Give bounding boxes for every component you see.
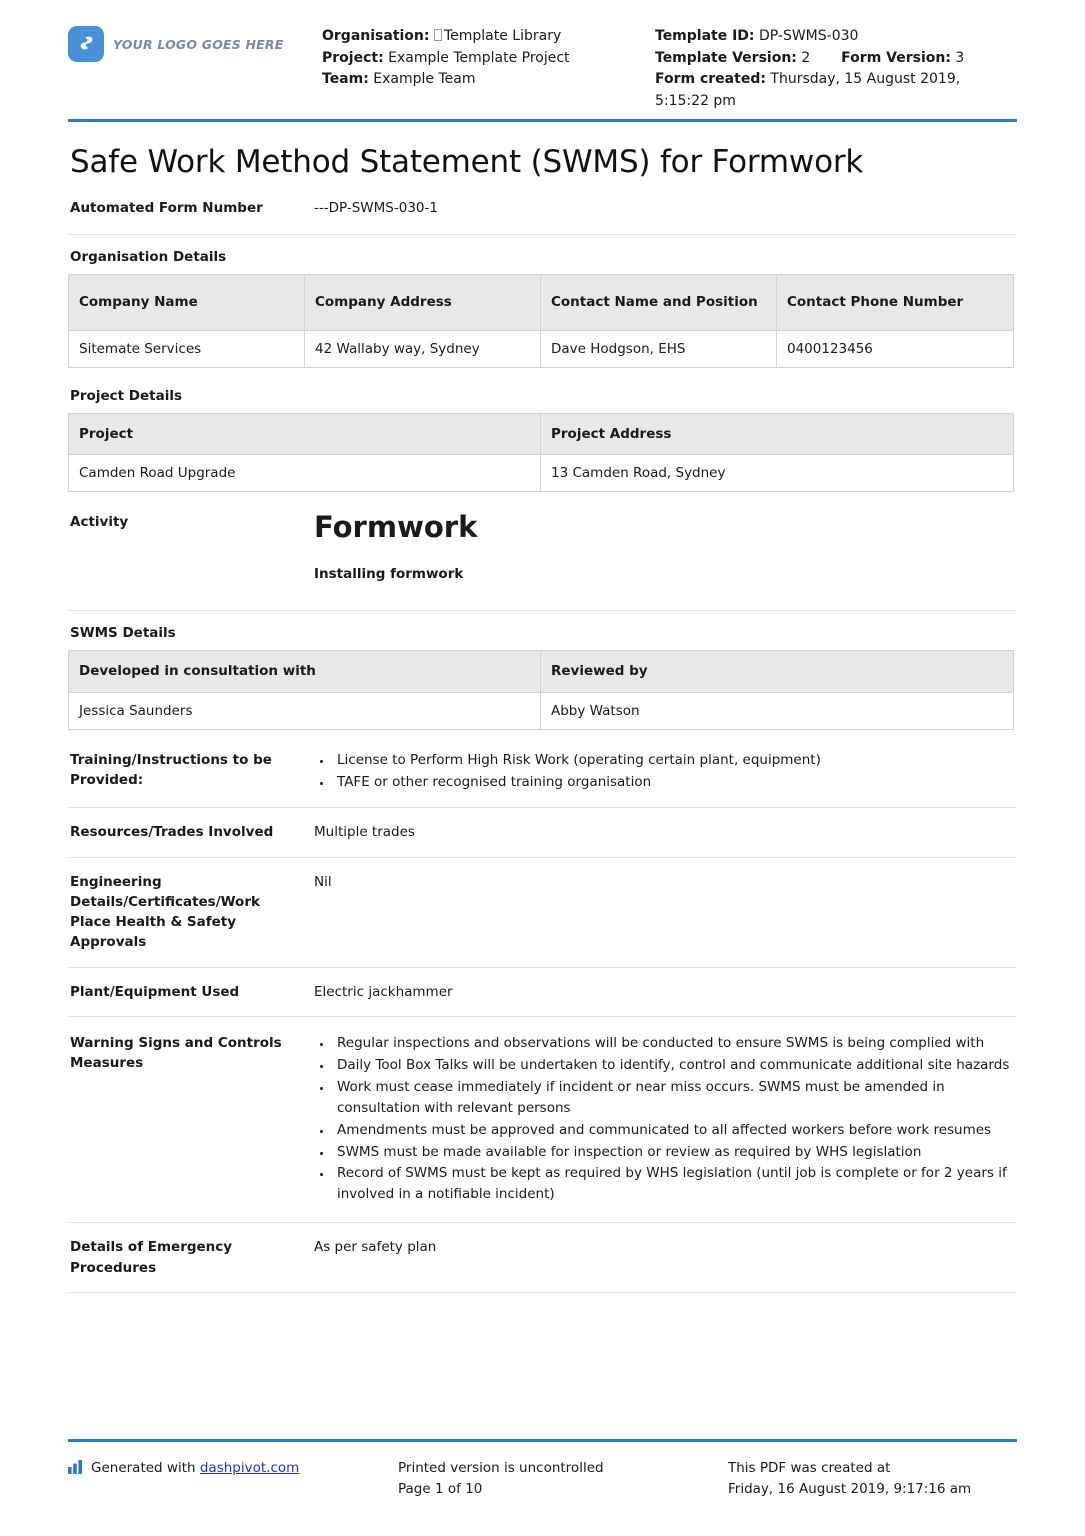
table-cell: Dave Hodgson, EHS	[541, 331, 777, 368]
field-row-warning-signs	[68, 1016, 1017, 1222]
automated-form-number-label: Automated Form Number	[70, 199, 263, 216]
table-cell: Sitemate Services	[69, 331, 305, 368]
table-cell: 42 Wallaby way, Sydney	[305, 331, 541, 368]
template-id-label: Template ID:	[655, 28, 755, 44]
team-value: Example Team	[373, 71, 476, 88]
activity-content	[314, 512, 1017, 584]
header-project-line	[322, 48, 655, 70]
table-cell: Jessica Saunders	[69, 692, 541, 729]
footer-pdf-block	[728, 1458, 1017, 1500]
table-header-cell: Contact Name and Position	[541, 275, 777, 331]
footer-pdf-created-value: Friday, 16 August 2019, 9:17:16 am	[728, 1481, 972, 1498]
project-label: Project:	[322, 49, 384, 66]
project-details-table	[68, 413, 1014, 492]
activity-label: Activity	[70, 514, 129, 531]
header-team-line	[322, 69, 655, 91]
logo-placeholder-text: YOUR LOGO GOES HERE	[113, 36, 284, 52]
header-form-created-line	[655, 69, 1017, 112]
engineering-value: Nil	[314, 873, 332, 890]
table-header-row	[69, 275, 1014, 331]
template-version-label: Template Version:	[655, 49, 797, 66]
organisation-label: Organisation:	[322, 28, 430, 44]
list-item: • TAFE or other recognised training organisation	[333, 772, 1017, 793]
page-title: Safe Work Method Statement (SWMS) for Formwork	[70, 143, 864, 180]
footer-generated-prefix: Generated with	[91, 1460, 196, 1477]
plant-equipment-label: Plant/Equipment Used	[70, 983, 240, 1000]
template-version-value: 2	[801, 49, 811, 66]
header-divider-rule	[68, 119, 1017, 122]
form-version-value: 3	[955, 49, 965, 66]
list-item: • SWMS must be made available for inspection or review as required by WHS legislation	[333, 1142, 1017, 1163]
activity-name: Formwork	[314, 510, 478, 545]
footer-divider-rule	[68, 1439, 1017, 1442]
list-item: • Regular inspections and observations will be conducted to ensure SWMS is being complied with	[333, 1033, 1017, 1054]
project-value: Example Template Project	[388, 49, 570, 66]
resources-value: Multiple trades	[314, 824, 415, 841]
header-template-column	[655, 18, 1017, 113]
document-footer	[68, 1439, 1017, 1500]
section-divider-2	[68, 610, 1017, 611]
company-logo-icon	[68, 26, 104, 62]
list-item: • Daily Tool Box Talks will be undertaken to identify, control and communicate additional site hazards	[333, 1055, 1017, 1076]
field-row-plant-equipment	[68, 967, 1017, 1016]
list-item: • Amendments must be approved and communicated to all affected workers before work resumes	[333, 1120, 1017, 1141]
training-value	[314, 750, 1017, 794]
form-created-label: Form created:	[655, 71, 766, 88]
organisation-details-table	[68, 274, 1014, 368]
table-cell: Camden Road Upgrade	[69, 455, 541, 492]
missing-glyph-icon	[434, 29, 442, 41]
footer-pdf-created-label: This PDF was created at	[728, 1460, 891, 1477]
resources-label: Resources/Trades Involved	[70, 824, 274, 841]
engineering-label: Engineering Details/Certificates/Work Place Health & Safety Approvals	[70, 873, 260, 951]
table-header-cell: Developed in consultation with	[69, 651, 541, 692]
plant-equipment-value: Electric jackhammer	[314, 983, 453, 1000]
bar-chart-icon	[68, 1458, 83, 1481]
table-cell: 0400123456	[777, 331, 1014, 368]
swms-details-table	[68, 650, 1014, 729]
organisation-details-heading: Organisation Details	[70, 249, 227, 265]
swms-details-heading: SWMS Details	[70, 625, 176, 642]
footer-generated-block	[68, 1458, 398, 1500]
field-row-engineering	[68, 857, 1017, 967]
table-row	[69, 455, 1014, 492]
table-header-cell: Company Name	[69, 275, 305, 331]
table-header-cell: Contact Phone Number	[777, 275, 1014, 331]
header-org-column	[322, 18, 655, 91]
emergency-value: As per safety plan	[314, 1239, 437, 1256]
field-row-training	[68, 734, 1017, 808]
dashpivot-link[interactable]: dashpivot.com	[199, 1460, 300, 1477]
footer-page-number: Page 1 of 10	[398, 1481, 483, 1498]
team-label: Team:	[322, 71, 369, 88]
document-header	[68, 0, 1017, 113]
footer-printed-notice: Printed version is uncontrolled	[398, 1460, 604, 1477]
header-organisation-line	[322, 26, 655, 48]
table-cell: 13 Camden Road, Sydney	[541, 455, 1014, 492]
section-divider-3	[68, 1292, 1017, 1293]
warning-signs-list	[314, 1033, 1017, 1205]
table-header-cell: Project	[69, 414, 541, 455]
warning-signs-value	[314, 1033, 1017, 1206]
table-header-cell: Reviewed by	[541, 651, 1014, 692]
footer-print-block	[398, 1458, 728, 1500]
project-details-heading: Project Details	[70, 388, 182, 404]
table-cell: Abby Watson	[541, 692, 1014, 729]
table-header-cell: Company Address	[305, 275, 541, 331]
table-row	[69, 331, 1014, 368]
form-created-value: Thursday, 15 August 2019, 5:15:22 pm	[655, 71, 961, 110]
field-row-automated-form-number	[68, 180, 1017, 234]
table-header-row	[69, 651, 1014, 692]
activity-description: Installing formwork	[314, 566, 464, 583]
emergency-label: Details of Emergency Procedures	[70, 1239, 233, 1276]
training-list	[314, 750, 1017, 793]
header-template-id-line	[655, 26, 1017, 48]
form-version-label: Form Version:	[841, 49, 951, 66]
table-header-cell: Project Address	[541, 414, 1014, 455]
logo-block	[68, 18, 322, 62]
field-row-emergency-procedures	[68, 1222, 1017, 1292]
section-divider-1	[68, 234, 1017, 235]
footer-generated-text	[91, 1458, 299, 1479]
footer-columns	[68, 1458, 1017, 1500]
list-item: • License to Perform High Risk Work (operating certain plant, equipment)	[333, 750, 1017, 771]
field-row-resources	[68, 807, 1017, 856]
list-item: • Record of SWMS must be kept as required by WHS legislation (until job is complete or for 2 years if involved in a notifiable incident)	[333, 1163, 1017, 1205]
automated-form-number-value: ---DP-SWMS-030-1	[314, 199, 438, 216]
warning-signs-label: Warning Signs and Controls Measures	[70, 1034, 282, 1072]
training-label: Training/Instructions to be Provided:	[70, 751, 272, 788]
table-header-row	[69, 414, 1014, 455]
header-versions-line	[655, 48, 1017, 70]
organisation-value: Template Library	[443, 28, 562, 44]
list-item: • Work must cease immediately if incident or near miss occurs. SWMS must be amended in consultation with relevant persons	[333, 1077, 1017, 1119]
table-row	[69, 692, 1014, 729]
field-row-activity	[68, 496, 1017, 594]
template-id-value: DP-SWMS-030	[758, 28, 859, 44]
